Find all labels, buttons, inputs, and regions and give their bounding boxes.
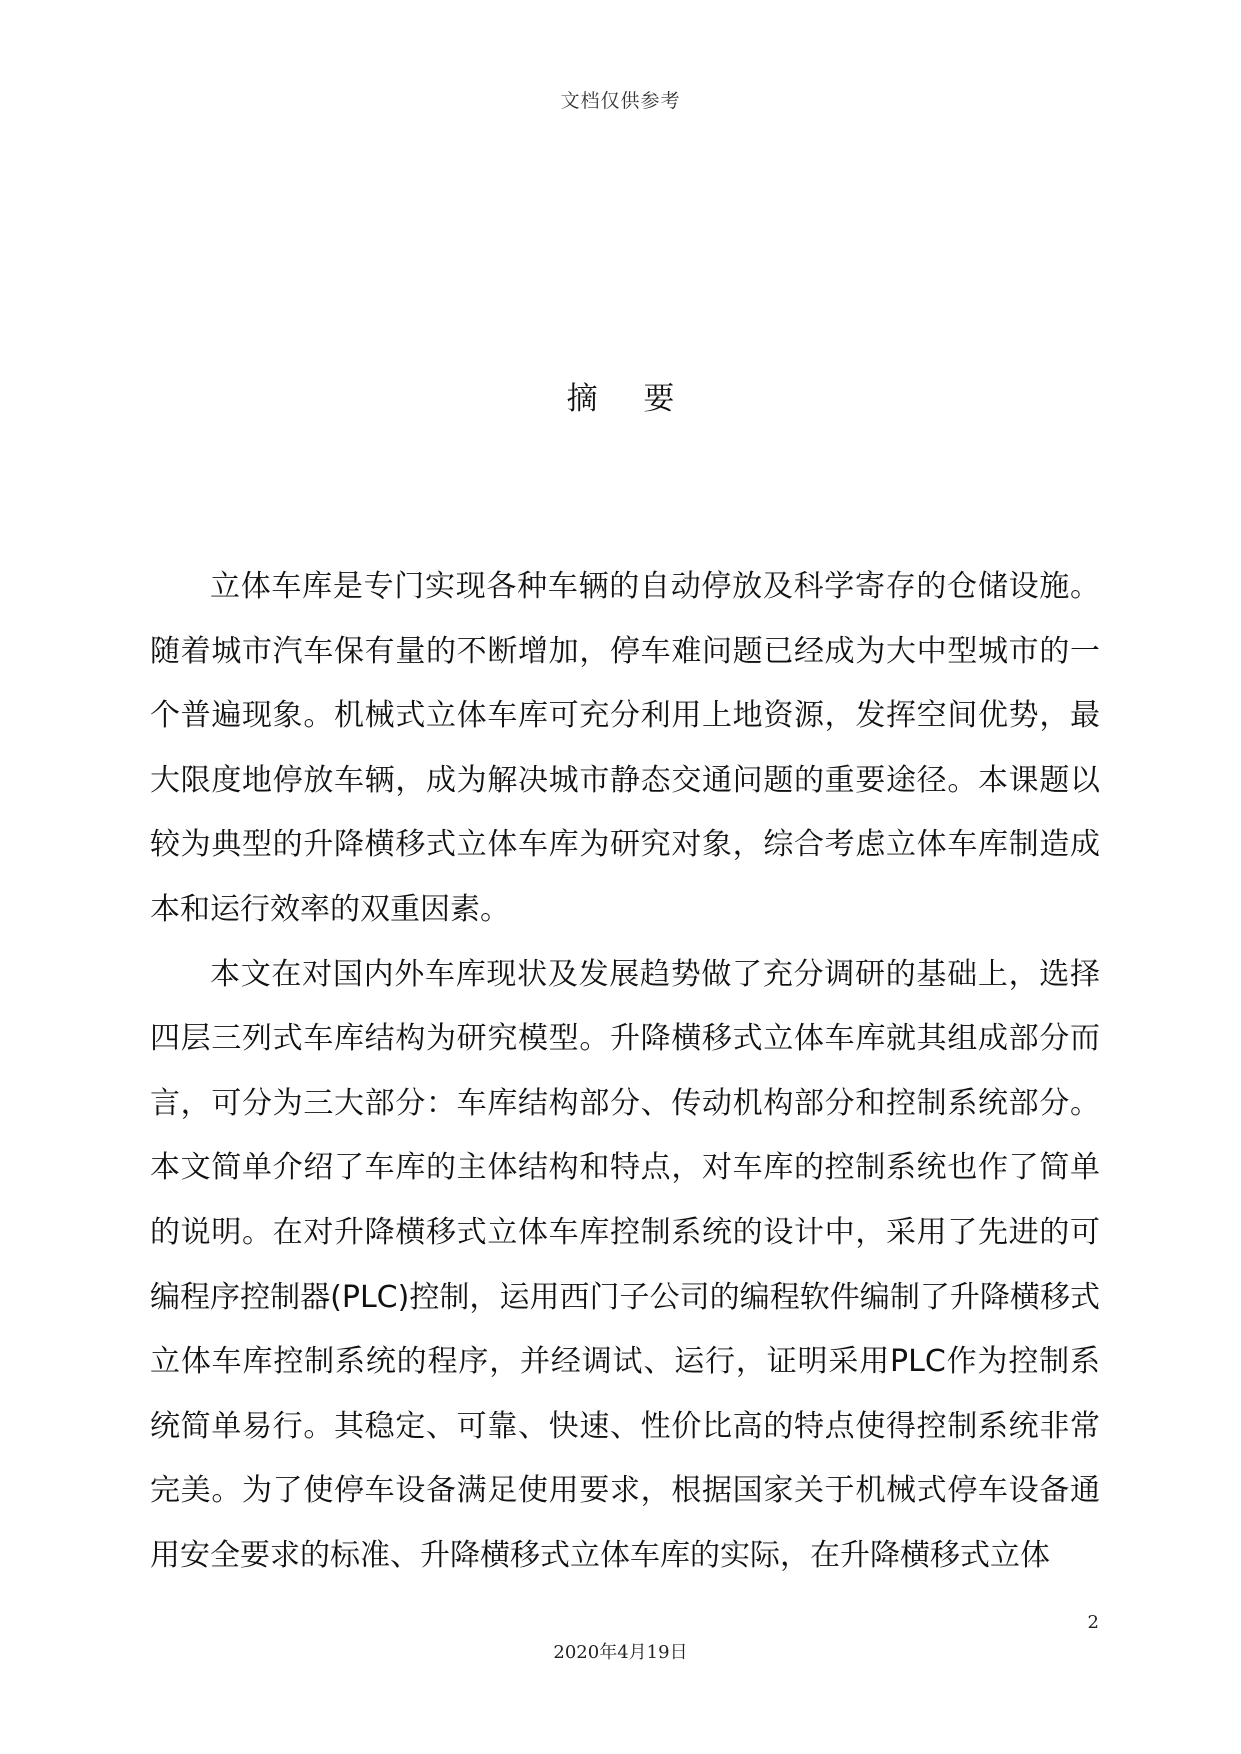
page-header: 文档仅供参考 [560, 90, 681, 112]
paragraph-2: 本文在对国内外车库现状及发展趋势做了充分调研的基础上，选择四层三列式车库结构为研究模型。升降横移式立体车库就其组成部分而言，可分为三大部分：车库结构部分、传动机构部分和控制系统部分。本文简单介绍了车库的主体结构和特点，对车库的控制系统也作了简单的说明。在对升降横移式立体车库控制系统的设计中，采用了先进的可编程序控制器(PLC)控制，运用西门子公司的编程软件编制了升降横移式立体车库控制系统的程序，并经调试、运行，证明采用PLC作为控制系统简单易行。其稳定、可靠、快速、性价比高的特点使得控制系统非常完美。为了使停车设备满足使用要求，根据国家关于机械式停车设备通用安全要求的标准、升降横移式立体车库的实际，在升降横移式立体 [150, 956, 1100, 1573]
document-body [150, 555, 1100, 1589]
paragraph-1: 立体车库是专门实现各种车辆的自动停放及科学寄存的仓储设施。随着城市汽车保有量的不断增加，停车难问题已经成为大中型城市的一个普遍现象。机械式立体车库可充分利用上地资源，发挥空间优势，最大限度地停放车辆，成为解决城市静态交通问题的重要途径。本课题以较为典型的升降横移式立体车库为研究对象，综合考虑立体车库制造成本和运行效率的双重因素。 [150, 569, 1100, 927]
footer-date: 2020年4月19日 [553, 1642, 688, 1663]
page-number: 2 [1087, 1612, 1099, 1633]
document-title: 摘 要 [566, 381, 693, 417]
